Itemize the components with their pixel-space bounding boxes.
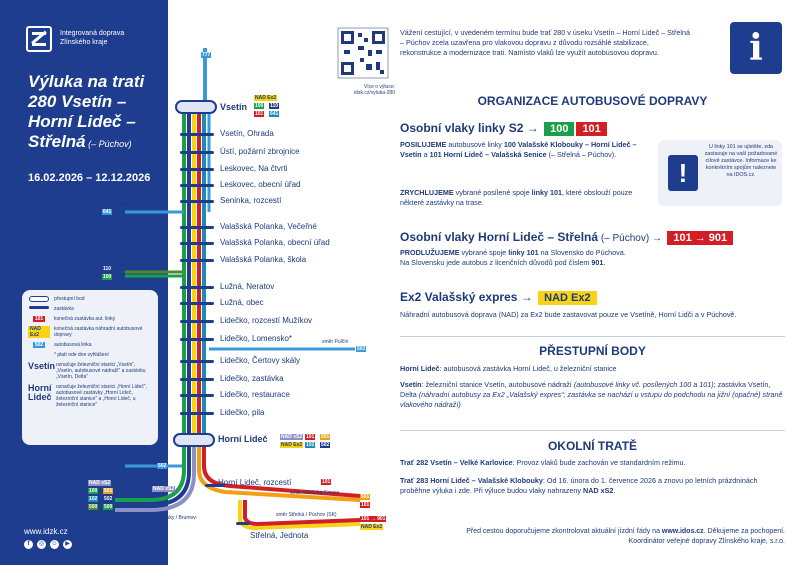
stop-vp-skola: Valašská Polanka, škola: [220, 255, 307, 264]
tag-senice-101: 101: [361, 502, 370, 508]
nearby-283-a: Trať 283 Horní Lideč – Valašské Klobouky: [400, 476, 543, 485]
tag-bl-xs2: NAD xS2: [89, 480, 111, 486]
stop-lidecko-pila: Lidečko, pila: [220, 408, 265, 417]
legend-hl-desc: označuje železniční stanici „Horní Lideč“, autobusové zastávky „Horní Lideč, železniční stanice“ a „Horní Lideč, u železniční stanice“: [56, 384, 147, 408]
tag-rozc-101: 101: [322, 479, 331, 485]
stop-vp-vecerne: Valašská Polanka, Večeřné: [220, 222, 317, 231]
stop-strelna: Střelná, Jednota: [250, 531, 309, 540]
social-icon[interactable]: ☺: [51, 541, 58, 547]
ex2-heading-text: Ex2 Valašský expres →: [400, 290, 533, 304]
tick-9: [180, 286, 214, 289]
hl-para-line2: [400, 258, 730, 268]
hl-p1-d: na Slovensko do Púchova.: [538, 248, 626, 257]
qr-caption-line1: Více o výluce:: [363, 84, 395, 90]
hl-p2-a: Na Slovensku jede autobus z licenčních důvodů pod číslem: [400, 258, 592, 267]
tag-strelna-nad: NAD Ex2: [361, 524, 383, 530]
tick-5: [180, 200, 214, 203]
tag-bl-100: 100: [89, 488, 98, 494]
tick-8: [180, 259, 214, 262]
stop-luzna-neratov: Lužná, Neratov: [220, 282, 275, 291]
title-line4-sub: (– Púchov): [85, 139, 132, 149]
tag-lacnov-502: 502: [158, 463, 167, 469]
qr-cell: [360, 58, 364, 62]
transfer-vs-e: (náhradní autobusy za Ex2 „Valašský expres“; zastávka se nachází u vstupu do podchodu na jižní (opačné) straně vlakového nádraží): [400, 390, 783, 409]
stop-usti: Ústí, požární zbrojnice: [220, 147, 300, 156]
legend-nad-label: konečná zastávka náhradní autobusové dopravy: [54, 326, 143, 338]
qr-corner-tr-inner: [375, 34, 382, 41]
tag-vsetin-nad: NAD Ex2: [255, 95, 277, 101]
stop-lidecko-muzikov: Lidečko, rozcestí Mužíkov: [220, 316, 313, 325]
tick-3: [180, 168, 214, 171]
tag-strelna-101-901: 101 → 901: [361, 516, 386, 522]
qr-cell: [358, 46, 364, 50]
tag-hl-nad: NAD Ex2: [281, 442, 303, 448]
legend-terminal-tag: 101: [34, 316, 44, 322]
dir-klobouky: směr Valašské Klobouky / Brumov-Bylnice: [120, 515, 198, 527]
title-line4-main: Střelná: [28, 132, 86, 151]
tag-zlin-100: 100: [103, 274, 112, 280]
divider-2: [400, 430, 785, 431]
title-line3: Horní Lideč –: [28, 112, 136, 131]
warning-text: U linky 101 se ujistěte, zda zastavuje na vaší požadované cílové zastávce. Informace ke konkrétním spojům naleznete na IDOS.cz.: [704, 144, 778, 178]
org-line1: Integrovaná doprava: [60, 30, 125, 37]
s2-badge-101: 101: [576, 122, 606, 136]
qr-cell: [376, 62, 380, 70]
ex2-heading: [400, 290, 597, 305]
s2-p2-b: vybrané posílené spoje: [453, 188, 532, 197]
s2-p2-d: , které obslouží pouze některé zastávky na trase.: [400, 188, 633, 207]
s2-para1: [400, 140, 650, 160]
qr-code-icon[interactable]: [338, 28, 388, 78]
tick-11: [180, 320, 214, 323]
s2-heading: [400, 121, 607, 136]
date-range: 16.02.2026 – 12.12.2026: [28, 172, 151, 184]
footer: [400, 527, 785, 547]
tag-777: 777: [202, 52, 211, 58]
dir-lacnov: směr Lačnov: [120, 456, 149, 462]
intro-text: Vážení cestující, v uvedeném termínu bude trať 280 v úseku Vsetín – Horní Lideč – Střelná – Púchov zcela uzavřena pro vlakovou dopravu z důvodu rozsáhlé stabilizace, rekonstrukce a modernizace trati. Namísto vlaků lze využít autobusovou dopravu.: [400, 28, 690, 57]
tag-vsetin-101: 101: [255, 111, 264, 117]
legend-transfer-label: přestupní bod: [54, 296, 85, 302]
tag-hl-101: 101: [306, 434, 315, 440]
tag-hl-102: 102: [306, 442, 315, 448]
tag-zlin-110: 110: [103, 266, 112, 272]
transfer-hl-a: Horní Lideč: [400, 364, 440, 373]
stop-seninka: Seninka, rozcestí: [220, 196, 282, 205]
stop-hl-rozcesti: Horní Lideč, rozcestí: [218, 478, 292, 487]
qr-cell: [380, 70, 384, 74]
s2-p1-c: 100 Valašské Klobouky – Horní Lideč – Vsetín: [400, 140, 637, 159]
hl-para: [400, 248, 730, 268]
tick-1: [180, 133, 214, 136]
youtube-icon[interactable]: ▶: [63, 540, 72, 549]
tick-13: [180, 360, 214, 363]
hl-heading: [400, 230, 733, 245]
s2-p1-e: 101 Horní Lideč – Valašská Senice: [429, 150, 547, 159]
dir-senice: směr Valašská Senice: [290, 490, 340, 496]
tag-vsetin-641: 641: [270, 111, 279, 117]
nearby-282-b: : Provoz vlaků bude zachován ve standardním režimu.: [512, 458, 686, 467]
footer-l1-a: Před cestou doporučujeme zkontrolovat aktuální jízdní řády na: [466, 528, 662, 535]
tag-hl-501: 501: [321, 434, 330, 440]
divider-1: [400, 336, 785, 337]
hl-heading-text: Osobní vlaky Horní Lideč – Střelná: [400, 230, 599, 244]
website-link[interactable]: www.idzk.cz: [24, 527, 68, 536]
qr-cell: [364, 38, 368, 42]
transfer-vs-a: Vsetín: [400, 380, 422, 389]
tick-6: [180, 226, 214, 229]
s2-p1-f: (– Střelná – Púchov).: [546, 150, 617, 159]
ex2-badge: NAD Ex2: [538, 291, 596, 305]
tag-senice-501: 501: [361, 494, 370, 500]
heading-transfer: PŘESTUPNÍ BODY: [539, 344, 646, 358]
tick-15: [180, 394, 214, 397]
s2-badge-100: 100: [544, 122, 574, 136]
dir-strelna: směr Střelná / Púchov (SK): [276, 512, 337, 518]
hl-heading-light: (– Púchov) →: [598, 233, 662, 244]
tag-vsetin-110: 110: [270, 103, 279, 109]
legend-bus-tag: 502: [34, 342, 44, 348]
stop-lidecko-skaly: Lidečko, Čertovy skály: [220, 356, 301, 365]
legend-hl-big2: Lideč: [28, 392, 52, 402]
tag-bl-501: 501: [104, 488, 113, 494]
tick-2: [180, 151, 214, 154]
tick-4: [180, 184, 214, 187]
legend-bus-label: autobusová linka: [54, 342, 92, 348]
footer-line1: [400, 527, 785, 537]
warning-icon: !: [668, 155, 698, 191]
facebook-icon[interactable]: f: [24, 540, 33, 549]
stop-vp-urad: Valašská Polanka, obecní úřad: [220, 238, 330, 247]
stop-leskovec-ctvrti: Leskovec, Na čtvrti: [220, 164, 288, 173]
tick-18: [236, 522, 250, 525]
instagram-icon[interactable]: ◎: [38, 541, 45, 547]
qr-corner-tl-inner: [344, 34, 351, 41]
nearby-282-a: Trať 282 Vsetín – Velké Karlovice: [400, 458, 513, 467]
title-line1: Výluka na trati: [28, 72, 145, 91]
stop-vsetin: Vsetín: [220, 102, 248, 112]
qr-cell: [376, 50, 382, 54]
transfer-vs-d: ; zastávka Vsetín, Delta: [400, 380, 771, 399]
s2-p2-c: linky 101: [531, 188, 562, 197]
qr-cell: [358, 33, 362, 37]
qr-cell: [344, 50, 350, 54]
hl-para-line1: [400, 248, 730, 258]
legend-hl-big1: Horní: [28, 383, 52, 393]
ex2-para: Náhradní autobusová doprava (NAD) za Ex2 bude zastavovat pouze ve Vsetíně, Horní Lidči a v Púchově.: [400, 310, 737, 319]
transfer-horni-lidec[interactable]: [174, 434, 214, 446]
legend-star-label: * platí ode dne vyhlášení: [54, 352, 109, 358]
stop-luzna-obec: Lužná, obec: [220, 298, 264, 307]
qr-caption: [340, 84, 395, 96]
stop-lidecko-lomensko: Lidečko, Lomensko*: [220, 334, 293, 343]
tag-seninka-641: 641: [103, 209, 112, 215]
s2-para2: [400, 188, 650, 208]
transfer-vsetin[interactable]: [176, 101, 216, 113]
hl-badge: 101 → 901: [667, 231, 733, 245]
nearby-283-b: : Od 16. února do 1. července 2026 a znovu po letních prázdninách proběhne výluka i zde. Při výluce budou vlaky nahrazeny: [400, 476, 758, 495]
tag-bl-503: 500: [104, 504, 113, 510]
legend-nad-tag: NAD Ex2: [28, 326, 50, 338]
s2-p1-a: POSILUJEME: [400, 140, 447, 149]
heading-org-bus: ORGANIZACE AUTOBUSOVÉ DOPRAVY: [477, 94, 708, 108]
tick-7: [180, 242, 214, 245]
qr-caption-url[interactable]: idzk.cz/vyluka-280: [354, 90, 395, 96]
nearby-282: [400, 458, 785, 468]
transfer-vsetin: [400, 380, 785, 410]
stop-horni-lidec: Horní Lideč: [218, 434, 268, 444]
tick-12: [180, 338, 214, 341]
legend-stop-label: zastávka: [54, 306, 74, 312]
tag-pulcin-502: 502: [357, 346, 366, 352]
org-line2: Zlínského kraje: [60, 39, 108, 46]
stop-leskovec-urad: Leskovec, obecní úřad: [220, 180, 301, 189]
qr-corner-bl-inner: [344, 65, 351, 72]
dir-zlin: směr Zlín: [120, 263, 141, 269]
transfer-hl-b: : autobusová zastávka Horní Lideč, u železniční stanice: [439, 364, 617, 373]
transfer-hl: [400, 364, 785, 374]
tag-hl-502: 502: [321, 442, 330, 448]
tag-curve-xs2: NAD xS2: [153, 486, 175, 492]
hl-p1-c: linky 101: [508, 248, 539, 257]
footer-l1-c: . Děkujeme za pochopení.: [703, 528, 785, 535]
stop-lidecko-zastavka: Lidečko, zastávka: [220, 374, 284, 383]
tag-bl-502: 502: [104, 496, 113, 502]
legend-terminal-label: konečná zastávka aut. linky: [54, 316, 116, 322]
legend-vsetin-big: Vsetín: [28, 361, 56, 371]
hl-p2-c: .: [603, 258, 606, 267]
s2-heading-text: Osobní vlaky linky S2 →: [400, 121, 539, 135]
s2-p1-b: autobusové linky: [446, 140, 504, 149]
legend-vsetin-desc: označuje železniční stanici „Vsetín“, „Vsetín, autobusové nádraží“ a zastávku „Vsetín, Delta“: [56, 362, 146, 380]
s2-p2-a: ZRYCHLUJEME: [400, 188, 454, 197]
tick-10: [180, 302, 214, 305]
dir-seninka: směr Seninka: [120, 202, 151, 208]
tag-bl-102: 102: [89, 496, 98, 502]
hl-p2-b: 901: [591, 258, 604, 267]
qr-cell: [366, 64, 372, 70]
info-icon: i: [730, 22, 782, 74]
nearby-283-d: .: [613, 486, 616, 495]
hl-p1-b: vybrané spoje: [459, 248, 509, 257]
transfer-vs-b: : železniční stanice Vsetín, autobusové nádraží: [421, 380, 574, 389]
footer-line2: Koordinátor veřejné dopravy Zlínského kraje, s.r.o.: [628, 538, 785, 545]
stop-lidecko-restaurace: Lidečko, restaurace: [220, 390, 290, 399]
tag-hl-xs2: NAD xS2: [281, 434, 303, 440]
nearby-283-c: NAD xS2: [583, 486, 614, 495]
tick-16: [180, 412, 214, 415]
nearby-283: [400, 476, 785, 496]
qr-cell: [368, 50, 372, 56]
dir-pulcin: směr Pulčín: [322, 339, 349, 345]
footer-idos-link[interactable]: www.idos.cz: [661, 528, 704, 535]
stop-vsetin-ohrada: Vsetín, Ohrada: [220, 129, 274, 138]
tag-vsetin-100: 100: [255, 103, 264, 109]
tick-14: [180, 378, 214, 381]
s2-p1-d: a: [421, 150, 430, 159]
title-line2: 280 Vsetín –: [28, 92, 127, 111]
tag-bl-500: 500: [89, 504, 98, 510]
hl-p1-a: PRODLUŽUJEME: [400, 248, 460, 257]
transfer-vs-c: (autobusové linky vč. posílených 100 a 101): [573, 380, 714, 389]
heading-nearby: OKOLNÍ TRATĚ: [547, 439, 638, 453]
